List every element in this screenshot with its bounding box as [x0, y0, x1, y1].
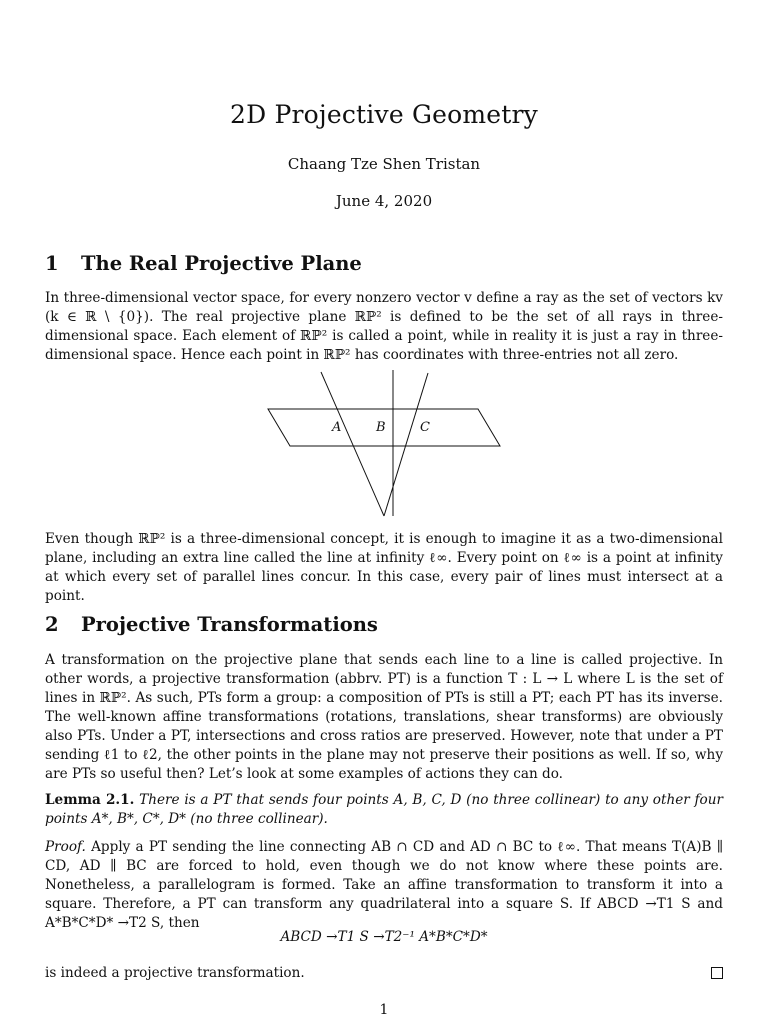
section-number: 2	[45, 613, 59, 636]
ray-a	[321, 372, 384, 516]
point-a-label: A	[332, 420, 342, 435]
section-1-heading	[45, 252, 362, 275]
section-title: Projective Transformations	[81, 613, 378, 636]
paper-title: 2D Projective Geometry	[229, 100, 538, 129]
paragraph-real-projective-plane: In three-dimensional vector space, for every nonzero vector v define a ray as the set of vectors kv (k ∈ ℝ \ {0}). The real projective plane ℝℙ² is defined to be the set of all rays in three-dimensional space. Each element of ℝℙ² is called a point, while in reality it is just a ray in three-dimensional space. Hence each point in ℝℙ² has coordinates with three-entries not all zero.	[45, 290, 723, 363]
lemma-statement: There is a PT that sends four points A, B, C, D (no three collinear) to any other four points A*, B*, C*, D* (no three collinear).	[45, 792, 723, 827]
ray-c	[384, 373, 428, 516]
display-equation: ABCD →T1 S →T2⁻¹ A*B*C*D*	[280, 929, 488, 945]
lemma-2-1	[45, 791, 723, 829]
lemma-label: Lemma 2.1.	[45, 792, 135, 808]
paragraph-projective-transformations: A transformation on the projective plane that sends each line to a line is called projective. In other words, a projective transformation (abbrv. PT) is a function T : L → L where L is the set of lines in ℝℙ². As such, PTs form a group: a composition of PTs is still a PT; each PT has its inverse. The well-known affine transformations (rotations, translations, shear transforms) are obviously also PTs. Under a PT, intersections and cross ratios are preserved. However, note that under a PT sending ℓ1 to ℓ2, the other points in the plane may not preserve their positions as well. If so, why are PTs so useful then? Let’s look at some examples of actions they can do.	[45, 652, 723, 782]
paragraph-line-at-infinity: Even though ℝℙ² is a three-dimensional concept, it is enough to imagine it as a two-dimensional plane, including an extra line called the line at infinity ℓ∞. Every point on ℓ∞ is a point at infinity at which every set of parallel lines concur. In this case, every pair of lines must intersect at a point.	[45, 531, 723, 604]
proof-conclusion: is indeed a projective transformation.	[45, 965, 305, 981]
proof-text: Apply a PT sending the line connecting AB ∩ CD and AD ∩ BC to ℓ∞. That means T(A)B ∥ CD, AD ∥ BC are forced to hold, even though we do not know where these points are. Nonetheless, a parallelogram is formed. Take an affine transformation to transform it into a square. Therefore, a PT can transform any quadrilateral into a square S. If ABCD →T1 S and A*B*C*D* →T2 S, then	[45, 839, 724, 931]
point-c-label: C	[420, 420, 430, 435]
publication-date: June 4, 2020	[335, 192, 433, 210]
section-number: 1	[45, 252, 59, 275]
section-title: The Real Projective Plane	[81, 252, 362, 275]
point-b-label: B	[376, 420, 386, 435]
proof-label: Proof.	[45, 839, 86, 855]
author-name: Chaang Tze Shen Tristan	[287, 155, 481, 173]
section-2-heading	[45, 613, 378, 636]
projective-plane-diagram	[260, 368, 510, 524]
qed-box-icon	[711, 967, 723, 979]
page-number: 1	[379, 1002, 389, 1018]
proof-block	[45, 838, 723, 933]
